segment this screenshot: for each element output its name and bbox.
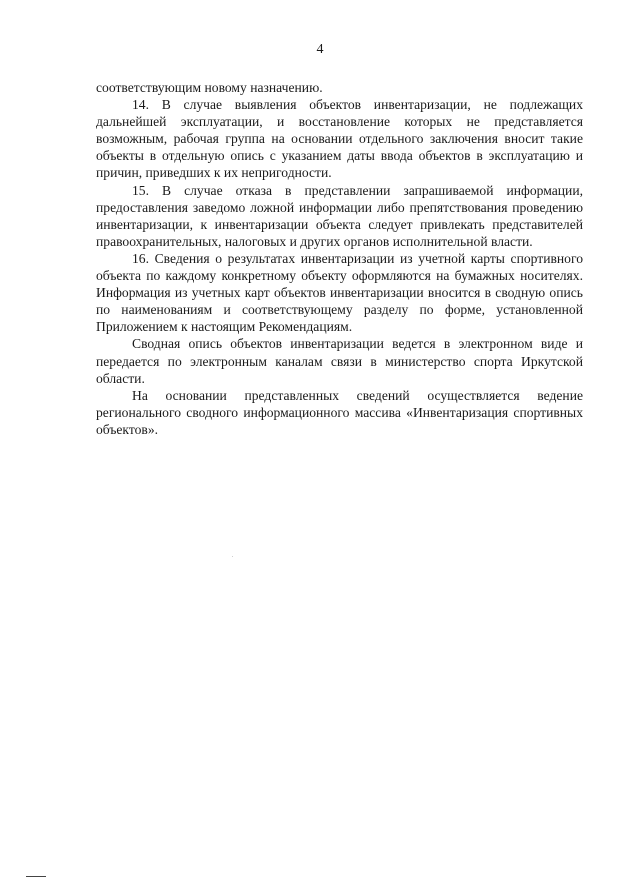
paragraph-16: 16. Сведения о результатах инвентаризации из учетной карты спортивного объекта по каждому конкретному объекту оформляются на бумажных носителях. Информация из учетных карт объектов инвентаризации вносится в сводную опись по наименованиям и соответствующему разделу по форме, установленной Приложением к настоящим Рекомендациям.: [96, 250, 583, 335]
paragraph-14: 14. В случае выявления объектов инвентаризации, не подлежащих дальнейшей эксплуатации, и восстановление которых не представляется возможным, рабочая группа на основании отдельного заключения вносит такие объекты в отдельную опись с указанием даты ввода объектов в эксплуатацию и причин, приведших к их непригодности.: [96, 97, 583, 181]
paragraph-summary-inventory: Сводная опись объектов инвентаризации ведется в электронном виде и передается по электронным каналам связи в министерство спорта Иркутской области.: [96, 336, 583, 386]
paragraph-15: 15. В случае отказа в представлении запрашиваемой информации, предоставления заведомо ложной информации либо препятствования проведению инвентаризации, к инвентаризации объекта следует привлекать представителей правоохранительных, налоговых и других органов исполнительной власти.: [96, 182, 583, 249]
paragraph-regional-array: На основании представленных сведений осуществляется ведение регионального сводного информационного массива «Инвентаризация спортивных объектов».: [96, 387, 583, 437]
corner-mark: [26, 876, 46, 877]
paragraph-continuation: соответствующим новому назначению.: [96, 80, 323, 95]
page-number: 4: [316, 42, 324, 57]
document-body: [96, 79, 583, 438]
scan-speck: [232, 556, 233, 557]
